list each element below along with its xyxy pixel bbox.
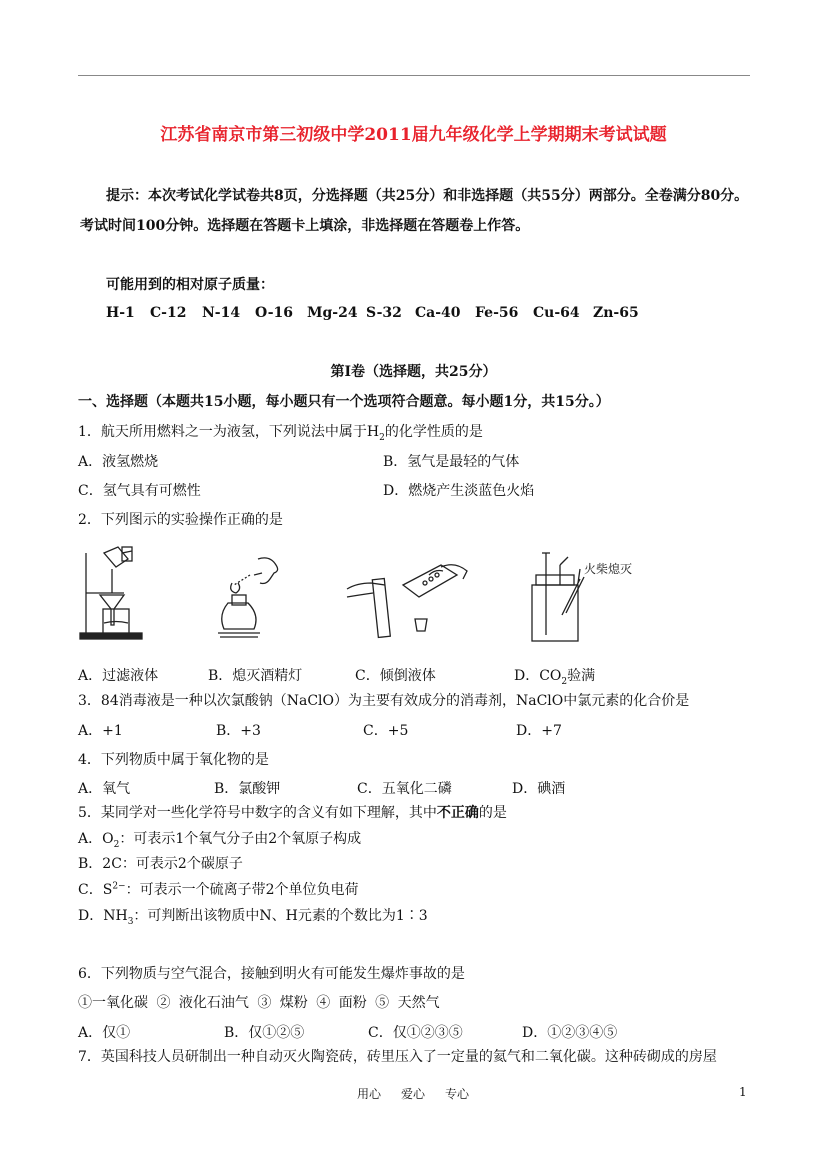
atomic-mass-cu: Cu-64 (533, 305, 580, 321)
q3-option-a: A．+1 (78, 723, 123, 739)
question-5-stem: 5．某同学对一些化学符号中数字的含义有如下理解，其中不正确的是 (78, 805, 507, 821)
co2-test-figure (520, 545, 650, 645)
part-one-heading: 一、选择题（本题共15小题，每小题只有一个选项符合题意。每小题1分，共15分。） (78, 394, 610, 410)
atomic-mass-o: O-16 (255, 305, 294, 321)
atomic-mass-c: C-12 (150, 305, 187, 321)
q5-option-d: D．$NH_3$：可判断出该物质中N、H元素的个数比为1∶3 (78, 908, 428, 927)
question-3-stem: 3．84消毒液是一种以次氯酸钠（NaClO）为主要有效成分的消毒剂，NaClO中氯元素的化合价是 (78, 693, 690, 709)
atomic-mass-s: S-32 (366, 305, 402, 321)
q5-option-a: A．$O_2$：可表示1个氧气分子由2个氧原子构成 (78, 831, 362, 850)
q6-items: ①一氧化碳 ② 液化石油气 ③ 煤粉 ④ 面粉 ⑤ 天然气 (78, 995, 440, 1011)
q6-option-b: B．仅①②⑤ (224, 1025, 305, 1041)
q3-option-c: C．+5 (363, 723, 409, 739)
q4-option-d: D．碘酒 (512, 781, 566, 797)
question-7-stem: 7．英国科技人员研制出一种自动灭火陶瓷砖，砖里压入了一定量的氦气和二氧化碳。这种砖砌成的房屋 (78, 1049, 717, 1065)
q4-option-c: C．五氧化二磷 (357, 781, 452, 797)
section-title: 第Ⅰ卷（选择题，共25分） (330, 364, 497, 380)
q1-option-b: B．氢气是最轻的气体 (383, 454, 520, 470)
header-rule (78, 75, 750, 76)
match-extinguished-label: 火柴熄灭 (584, 562, 633, 576)
q2-option-c: C．倾倒液体 (355, 668, 436, 684)
q1-option-c: C．氢气具有可燃性 (78, 483, 201, 499)
q2-option-d: D．$CO_2$验满 (514, 668, 596, 687)
q2-option-b: B．熄灭酒精灯 (208, 668, 303, 684)
alcohol-lamp-figure (210, 545, 290, 645)
q6-option-c: C．仅①②③⑤ (368, 1025, 463, 1041)
q3-option-d: D．+7 (516, 723, 562, 739)
footer-slogan-1: 用心 (357, 1087, 382, 1101)
atomic-mass-ca: Ca-40 (415, 305, 461, 321)
atomic-mass-fe: Fe-56 (475, 305, 519, 321)
q4-option-b: B．氯酸钾 (214, 781, 281, 797)
filtration-figure (78, 545, 148, 645)
q6-option-a: A．仅① (78, 1025, 131, 1041)
page-number: 1 (739, 1085, 747, 1099)
question-1-stem: 1．航天所用燃料之一为液氢，下列说法中属于$H_2$的化学性质的是 (78, 424, 483, 443)
q6-option-d: D．①②③④⑤ (522, 1025, 618, 1041)
q2-option-a: A．过滤液体 (78, 668, 159, 684)
pouring-liquid-figure (345, 545, 475, 645)
footer-slogan-3: 专心 (445, 1087, 470, 1101)
atomic-mass-h: H-1 (106, 305, 135, 321)
question-6-stem: 6．下列物质与空气混合，接触到明火有可能发生爆炸事故的是 (78, 966, 465, 982)
q1-option-a: A．液氢燃烧 (78, 454, 159, 470)
atomic-mass-n: N-14 (202, 305, 241, 321)
question-4-stem: 4．下列物质中属于氧化物的是 (78, 752, 269, 768)
q3-option-b: B．+3 (216, 723, 261, 739)
atomic-mass-zn: Zn-65 (593, 305, 639, 321)
notice-line-1: 提示：本次考试化学试卷共8页，分选择题（共25分）和非选择题（共55分）两部分。全卷满分80分。 (106, 188, 749, 204)
question-2-stem: 2．下列图示的实验操作正确的是 (78, 512, 283, 528)
q1-option-d: D．燃烧产生淡蓝色火焰 (383, 483, 535, 499)
atomic-mass-mg: Mg-24 (307, 305, 358, 321)
notice-line-2: 考试时间100分钟。选择题在答题卡上填涂，非选择题在答题卷上作答。 (80, 218, 530, 234)
q5-option-c: C．$S^{2-}$：可表示一个硫离子带2个单位负电荷 (78, 881, 359, 898)
atomic-mass-heading: 可能用到的相对原子质量： (106, 277, 274, 293)
q4-option-a: A．氧气 (78, 781, 131, 797)
footer-slogan-2: 爱心 (401, 1087, 426, 1101)
q5-option-b: B．2C：可表示2个碳原子 (78, 856, 243, 872)
document-title: 江苏省南京市第三初级中学2011届九年级化学上学期期末考试试题 (160, 125, 667, 145)
